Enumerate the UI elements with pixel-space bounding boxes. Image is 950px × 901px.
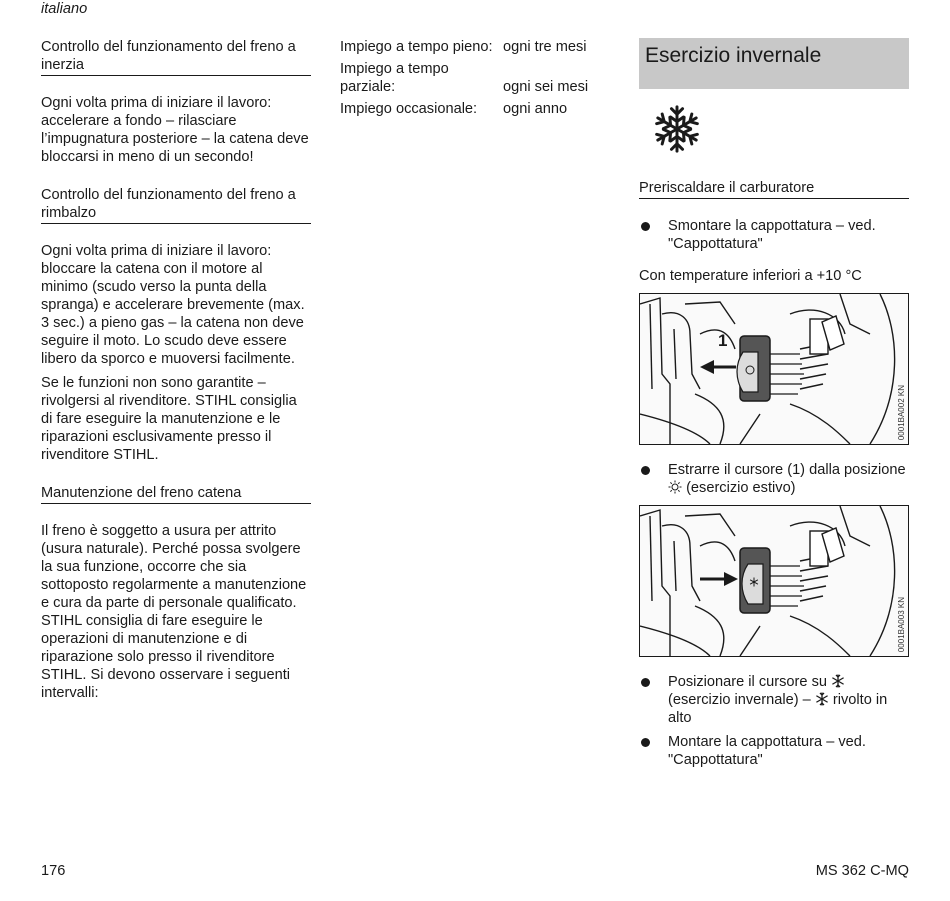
sun-icon xyxy=(668,480,682,494)
schedule-label: Impiego occasionale: xyxy=(340,101,478,117)
section-heading-kickback-brake: Controllo del funzionamento del freno a rimbalzo xyxy=(41,186,311,224)
section-heading-inertia-brake: Controllo del funzionamento del freno a inerzia xyxy=(41,38,311,76)
instruction-text: rivolto in alto xyxy=(668,692,888,726)
page-number: 176 xyxy=(41,863,66,879)
instruction-text: Estrarre il cursore (1) dalla posizione xyxy=(668,462,906,478)
snowflake-icon xyxy=(831,674,845,688)
column-left xyxy=(41,38,311,708)
snowflake-icon xyxy=(815,692,829,706)
schedule-label: Impiego a tempo pieno: xyxy=(340,39,493,55)
column-right xyxy=(639,38,909,775)
instruction-text: Smontare la cappottatura – ved. "Cappottatura" xyxy=(668,218,876,252)
instruction-text: Posizionare il cursore su xyxy=(668,674,827,690)
section-text-inertia-brake: Ogni volta prima di iniziare il lavoro: accelerare a fondo – rilasciare l’impugnatura posteriore – la catena deve bloccarsi in meno di un secondo! xyxy=(41,95,309,165)
schedule-row xyxy=(340,38,588,60)
instruction-bullet xyxy=(639,733,909,769)
model-name: MS 362 C-MQ xyxy=(815,863,909,879)
schedule-value: ogni sei mesi xyxy=(503,79,589,95)
section-text-brake-maintenance: Il freno è soggetto a usura per attrito (usura naturale). Perché possa svolgere la sua funzione, occorre che sia sottoposto regolarmente a manutenzione e cura da parte di personale qualificato. STIHL consiglia di fare eseguire le operazioni di manutenzione e di riparazione solo presso il rivenditore STIHL. Si devono osservare i seguenti intervalli: xyxy=(41,523,307,701)
figure-code: 0001BA002 KN xyxy=(897,384,906,440)
instruction-bullet xyxy=(639,217,909,253)
schedule-value: ogni tre mesi xyxy=(503,39,587,55)
schedule-row xyxy=(340,60,588,100)
schedule-value: ogni anno xyxy=(503,101,568,117)
figure-callout-number: 1 xyxy=(718,331,728,350)
instruction-bullet xyxy=(639,461,909,497)
schedule-label: Impiego a tempo parziale: xyxy=(340,61,449,95)
instruction-text: (esercizio invernale) – xyxy=(668,692,811,708)
figure-code: 0001BA003 KN xyxy=(897,596,906,652)
carburetor-figure-winter xyxy=(639,505,909,657)
instruction-text: (esercizio estivo) xyxy=(686,480,796,496)
language-label: italiano xyxy=(41,1,88,17)
section-heading-brake-maintenance: Manutenzione del freno catena xyxy=(41,484,311,504)
snowflake-icon xyxy=(639,103,909,167)
subsection-heading-preheat: Preriscaldare il carburatore xyxy=(639,179,909,199)
instruction-bullet xyxy=(639,673,909,727)
maintenance-schedule-table xyxy=(340,38,588,122)
chapter-title: Esercizio invernale xyxy=(639,38,909,89)
section-text-kickback-brake: Ogni volta prima di iniziare il lavoro: bloccare la catena con il motore al minimo (scudo verso la punta della spranga) e accelerare brevemente (max. 3 sec.) a pieno gas – la catena non deve seguire il moto. Lo scudo deve essere libero da sporco e muoversi facilmente. xyxy=(41,243,305,367)
carburetor-figure-summer xyxy=(639,293,909,445)
schedule-row xyxy=(340,100,588,122)
instruction-text: Montare la cappottatura – ved. "Cappottatura" xyxy=(668,734,866,768)
column-middle xyxy=(340,38,605,122)
temperature-heading: Con temperature inferiori a +10 °C xyxy=(639,268,862,284)
section-text-kickback-brake-2: Se le funzioni non sono garantite – rivolgersi al rivenditore. STIHL consiglia di fare eseguire la manutenzione e le riparazioni esclusivamente presso il rivenditore STIHL. xyxy=(41,375,297,463)
